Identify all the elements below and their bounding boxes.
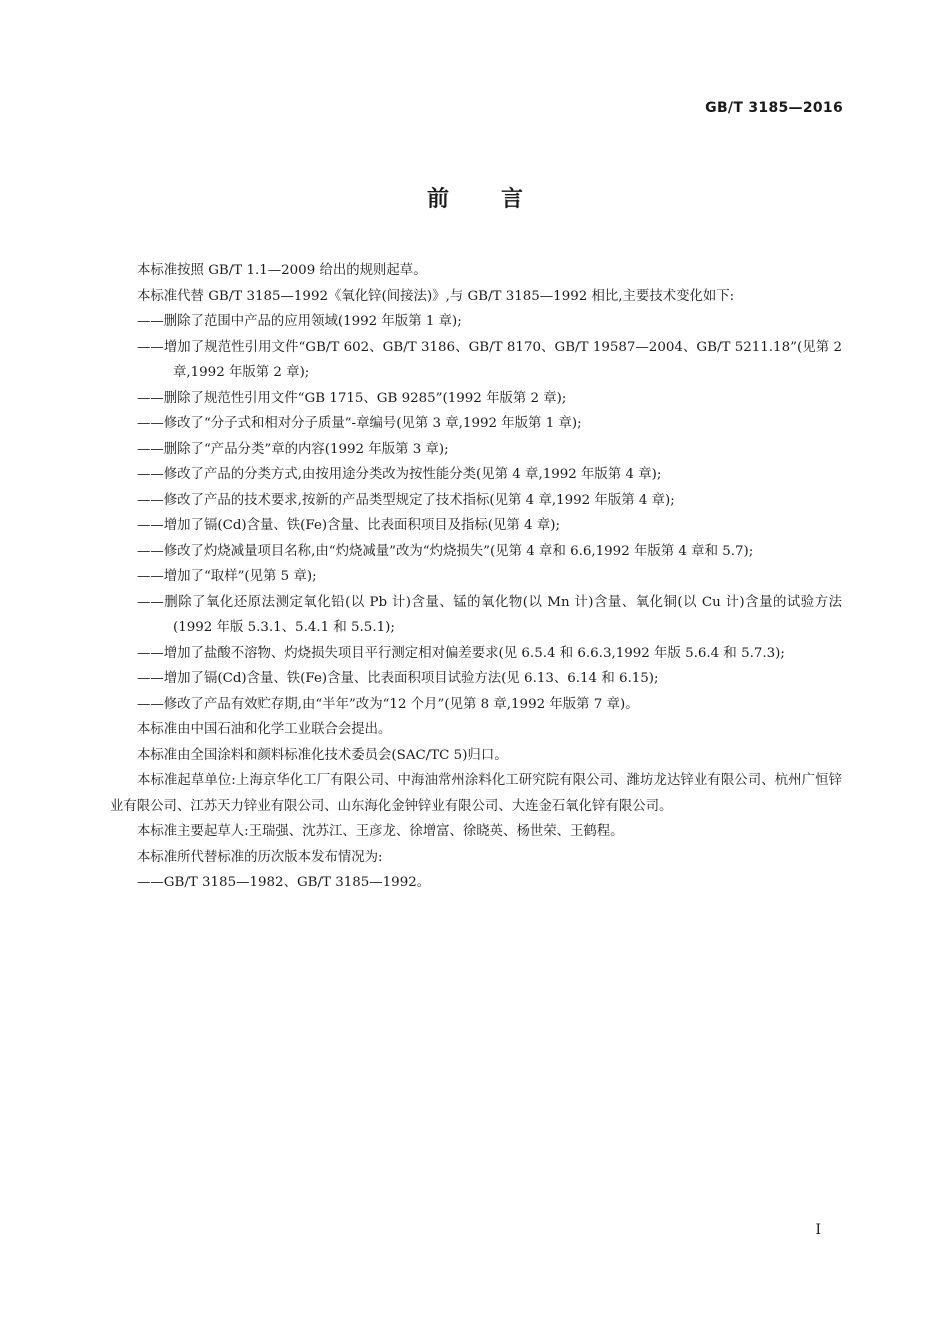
change-item: ——修改了产品有效贮存期,由“半年”改为“12 个月”(见第 8 章,1992 年版第 7 章)。	[137, 696, 639, 712]
paragraph: 本标准按照 GB/T 1.1—2009 给出的规则起草。	[137, 263, 427, 278]
paragraph: 本标准所代替标准的历次版本发布情况为:	[137, 849, 383, 865]
change-item: ——删除了范围中产品的应用领域(1992 年版第 1 章);	[137, 314, 462, 329]
change-item: ——删除了氧化还原法测定氧化铅(以 Pb 计)含量、锰的氧化物(以 Mn 计)含量、氧化铜(以 Cu 计)含量的试验方法(1992 年版 5.3.1、5.4.1 和 5.5.1);	[137, 594, 842, 635]
change-item: ——修改了产品的分类方式,由按用途分类改为按性能分类(见第 4 章,1992 年版第 4 章);	[137, 467, 662, 482]
change-item: ——修改了“分子式和相对分子质量”-章编号(见第 3 章,1992 年版第 1 章);	[137, 416, 582, 431]
change-item: ——删除了“产品分类”章的内容(1992 年版第 3 章);	[137, 441, 449, 457]
change-item: ——增加了“取样”(见第 5 章);	[137, 569, 317, 584]
paragraph: 本标准由全国涂料和颜料标准化技术委员会(SAC/TC 5)归口。	[137, 747, 508, 763]
change-item: ——删除了规范性引用文件“GB 1715、GB 9285”(1992 年版第 2 章);	[137, 390, 567, 406]
page-number: I	[815, 1222, 821, 1238]
paragraph: 本标准代替 GB/T 3185—1992《氧化锌(间接法)》,与 GB/T 3185—1992 相比,主要技术变化如下:	[137, 288, 735, 304]
page-title: 前言	[426, 187, 575, 212]
paragraph: 本标准主要起草人:王瑞强、沈苏江、王彦龙、徐增富、徐晓英、杨世荣、王鹤程。	[137, 824, 624, 839]
change-item: ——增加了规范性引用文件“GB/T 602、GB/T 3186、GB/T 8170、GB/T 19587—2004、GB/T 5211.18”(见第 2 章,1992 年版第 2 章);	[137, 339, 842, 380]
change-item: ——修改了灼烧减量项目名称,由“灼烧减量”改为“灼烧损失”(见第 4 章和 6.6,1992 年版第 4 章和 5.7);	[137, 543, 754, 559]
history-item: ——GB/T 3185—1982、GB/T 3185—1992。	[137, 875, 431, 890]
change-item: ——增加了镉(Cd)含量、铁(Fe)含量、比表面积项目及指标(见第 4 章);	[137, 518, 560, 533]
change-item: ——增加了镉(Cd)含量、铁(Fe)含量、比表面积项目试验方法(见 6.13、6.14 和 6.15);	[137, 671, 659, 686]
change-item: ——修改了产品的技术要求,按新的产品类型规定了技术指标(见第 4 章,1992 年版第 4 章);	[137, 492, 675, 508]
foreword-body	[110, 258, 842, 896]
standard-code: GB/T 3185—2016	[705, 100, 843, 116]
paragraph: 本标准由中国石油和化学工业联合会提出。	[137, 722, 392, 737]
change-item: ——增加了盐酸不溶物、灼烧损失项目平行测定相对偏差要求(见 6.5.4 和 6.6.3,1992 年版 5.6.4 和 5.7.3);	[137, 645, 785, 661]
paragraph: 本标准起草单位:上海京华化工厂有限公司、中海油常州涂料化工研究院有限公司、潍坊龙达锌业有限公司、杭州广恒锌业有限公司、江苏天力锌业有限公司、山东海化金钟锌业有限公司、大连金石氧化锌有限公司。	[110, 773, 842, 814]
